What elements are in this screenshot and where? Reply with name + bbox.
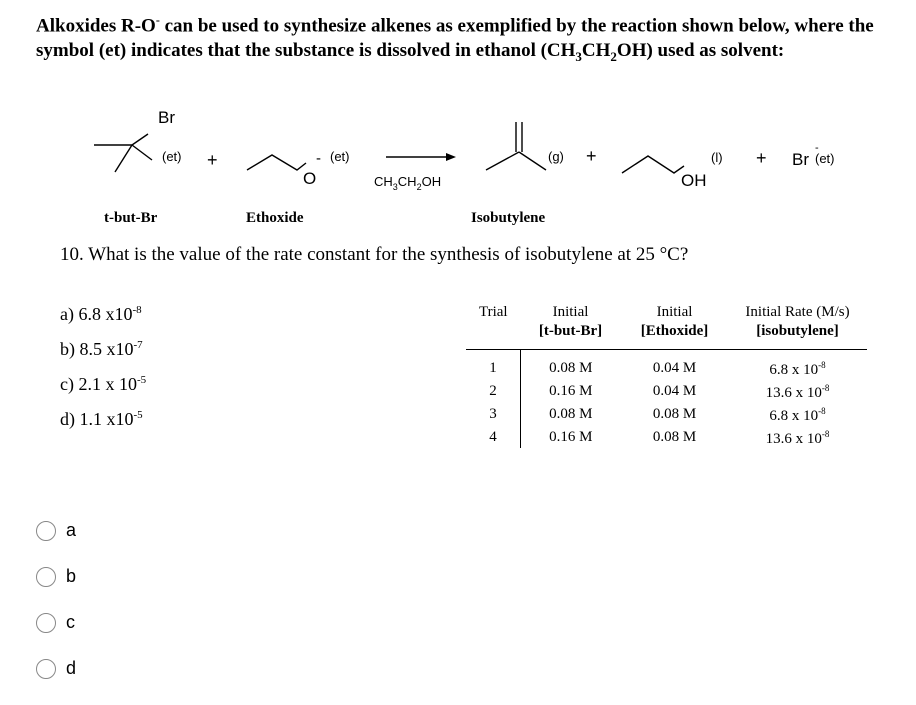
bromide-label: Br	[792, 150, 809, 169]
solvent-label: $CH_3CH_2OH$	[374, 174, 442, 192]
intro-part: OH) used as solvent:	[616, 40, 785, 62]
minus-charge: -	[316, 150, 321, 167]
table-row: 2 0.16 M 0.04 M 13.6 x $10^{-8}$	[466, 379, 867, 402]
arrow-head	[446, 153, 456, 161]
choice-d: d) 1.1 $x10^{-5}$	[60, 409, 143, 429]
answer-label: c	[66, 612, 75, 632]
intro-part: CH	[581, 40, 611, 62]
answer-label: a	[66, 520, 77, 540]
intro-part: can be used to synthesize alkenes as exemplified by the reaction shown below, where the symbol (et) indicates that the substance is dissolved in ethanol (CH	[36, 15, 874, 62]
answer-label: b	[66, 566, 77, 586]
table-header-row	[466, 301, 867, 350]
oh-label: OH	[681, 171, 707, 190]
choice-a: a) 6.8 $x10^{-8}$	[60, 304, 142, 324]
answer-options	[36, 519, 76, 703]
superscript-minus: -	[155, 13, 160, 27]
answer-label: d	[66, 658, 77, 678]
answer-option-a[interactable]	[36, 519, 76, 542]
table-row: 1 0.08 M 0.04 M 6.8 x $10^{-8}$	[466, 350, 867, 380]
et-label: (et)	[815, 151, 835, 166]
radio-button[interactable]	[36, 613, 56, 633]
isobutylene-structure	[486, 122, 546, 170]
choice-b: b) 8.5 $x10^{-7}$	[60, 339, 143, 359]
table-row: 4 0.16 M 0.08 M 13.6 x $10^{-8}$	[466, 425, 867, 448]
subscript: 3	[575, 49, 582, 65]
question-text: 10. What is the value of the rate constant for the synthesis of isobutylene at 25 °C?	[60, 244, 689, 265]
rate-data-table	[466, 301, 867, 448]
br-label: Br	[158, 108, 175, 127]
radio-button[interactable]	[36, 567, 56, 587]
plus-sign: +	[756, 148, 767, 168]
plus-sign: +	[586, 146, 597, 166]
subscript: 2	[610, 49, 617, 65]
table-row: 3 0.08 M 0.08 M 6.8 x $10^{-8}$	[466, 402, 867, 425]
choices-list	[60, 304, 146, 444]
bromide-charge: -	[815, 142, 819, 154]
label-isobutylene: Isobutylene	[471, 210, 546, 226]
et-label: (et)	[162, 149, 182, 164]
plus-sign: +	[207, 150, 218, 170]
answer-option-d[interactable]	[36, 657, 76, 680]
et-label: (et)	[330, 149, 350, 164]
header-ethoxide: Initial [Ethoxide]	[640, 304, 709, 339]
liquid-label: (l)	[711, 150, 723, 165]
header-trial: Trial	[478, 304, 508, 320]
radio-button[interactable]	[36, 521, 56, 541]
intro-part: Alkoxides R-O	[36, 15, 156, 37]
header-tbutbr: Initial [t-but-Br]	[538, 304, 603, 339]
header-rate: Initial Rate (M/s) [isobutylene]	[745, 304, 850, 339]
radio-button[interactable]	[36, 659, 56, 679]
answer-option-c[interactable]	[36, 611, 76, 634]
label-tbutbr: t-but-Br	[104, 210, 158, 226]
oxygen-label: O	[303, 169, 317, 188]
intro-text	[36, 8, 896, 69]
ethanol-structure	[622, 156, 684, 173]
tbutbr-structure	[94, 134, 152, 172]
choice-c: c) 2.1 x $10^{-5}$	[60, 374, 147, 394]
label-ethoxide: Ethoxide	[246, 210, 304, 226]
gas-label: (g)	[548, 149, 564, 164]
answer-option-b[interactable]	[36, 565, 76, 588]
ethoxide-structure	[247, 155, 306, 170]
